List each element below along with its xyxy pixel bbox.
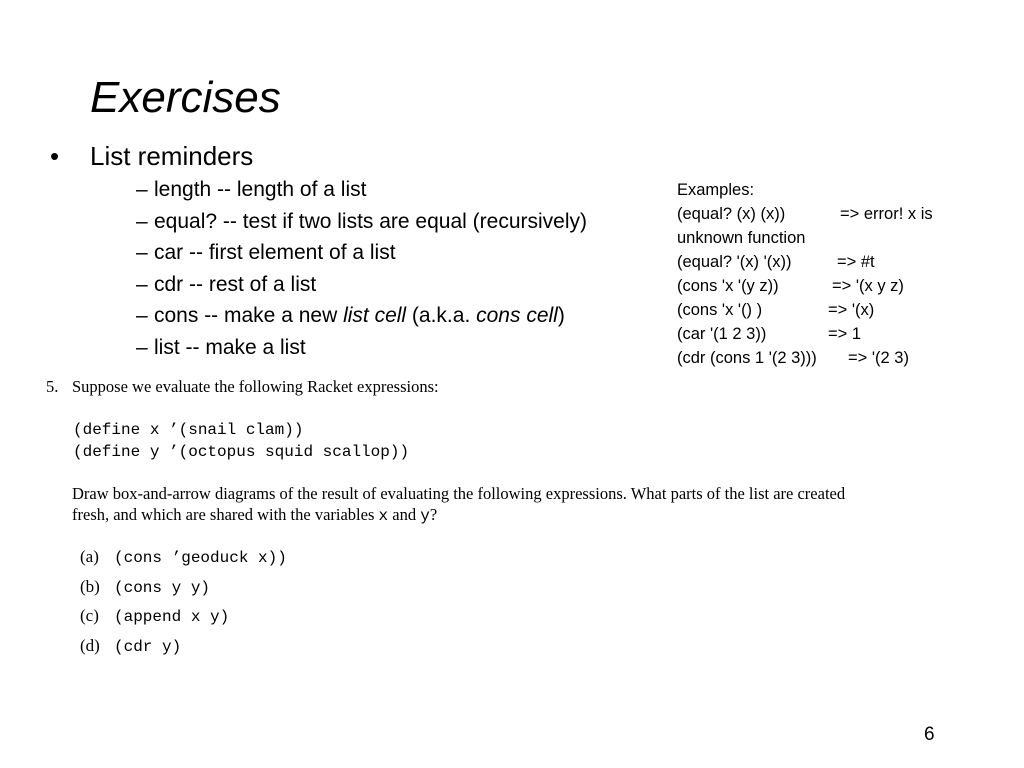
example-line (677, 202, 933, 226)
code-line: (define y ’(octopus squid scallop)) (73, 443, 410, 461)
slide-title: Exercises (90, 73, 281, 122)
part-label: (a) (80, 547, 99, 566)
reminder-term: list cell (343, 304, 407, 327)
part-code: (cdr y) (114, 637, 182, 656)
exercise-part (80, 573, 287, 603)
reminder-list (136, 174, 587, 363)
and-text: and (388, 505, 421, 524)
bullet-label: List reminders (90, 141, 254, 171)
part-label: (b) (80, 576, 100, 596)
reminder-text: ) (557, 304, 565, 327)
reminder-text: equal? -- test if two lists are equal (recursively) (154, 209, 587, 233)
example-result: => #t (837, 253, 875, 271)
example-line (677, 226, 817, 250)
exercise-part (80, 602, 287, 632)
example-result: => '(x y z) (832, 277, 904, 295)
part-label: (d) (80, 635, 100, 655)
reminder-text: car -- first element of a list (154, 241, 396, 264)
bullet-marker: • (50, 141, 60, 171)
bullet-list-reminders (50, 140, 253, 172)
reminder-text: cdr -- rest of a list (154, 272, 317, 296)
dash-marker: – (136, 241, 148, 264)
problem-number: 5. (46, 377, 59, 396)
part-code: (cons ’geoduck x)) (114, 549, 287, 567)
part-code: (append x y) (114, 608, 230, 626)
example-expr: (equal? (x) (x)) (677, 205, 786, 223)
example-line (677, 298, 875, 322)
var-x: x (378, 507, 389, 525)
example-result: => '(2 3) (848, 349, 909, 367)
exercise-part (80, 543, 287, 573)
reminder-text: list -- make a list (154, 335, 306, 359)
question-mark: ? (429, 505, 438, 524)
var-y: y (420, 507, 430, 525)
example-result: => error! x is (840, 205, 933, 223)
reminder-text: length -- length of a list (154, 178, 367, 201)
problem-instructions (72, 483, 872, 527)
dash-marker: – (136, 178, 148, 201)
reminder-item (136, 237, 587, 269)
examples-box (677, 178, 933, 370)
code-line: (define x ’(snail clam)) (73, 421, 304, 439)
code-block (73, 419, 409, 463)
example-expr: (car '(1 2 3)) (677, 325, 767, 343)
reminder-term: cons cell (476, 304, 558, 327)
dash-marker: – (136, 335, 148, 359)
reminder-text: (a.k.a. (406, 304, 477, 327)
dash-marker: – (136, 209, 148, 233)
example-line (677, 346, 909, 370)
example-result: => '(x) (828, 301, 875, 319)
reminder-item (136, 269, 587, 301)
example-expr: (cons 'x '(y z)) (677, 277, 779, 295)
problem-intro-text: Suppose we evaluate the following Racket expressions: (72, 377, 439, 396)
problem-intro (46, 376, 439, 397)
reminder-item (136, 174, 587, 206)
example-line (677, 250, 875, 274)
example-expr: unknown function (677, 229, 806, 247)
dash-marker: – (136, 304, 148, 327)
reminder-item (136, 332, 587, 364)
reminder-text: cons -- make a new (154, 304, 344, 327)
example-expr: (cons 'x '() ) (677, 301, 763, 319)
example-expr: (equal? '(x) '(x)) (677, 253, 792, 271)
page-number: 6 (924, 724, 935, 745)
example-line (677, 274, 904, 298)
reminder-item (136, 300, 587, 332)
part-label: (c) (80, 606, 99, 625)
instructions-text: Draw box-and-arrow diagrams of the result of evaluating the following expressions. What parts of the list are created fresh, and which are shared with the variables (72, 484, 846, 524)
reminder-item (136, 206, 587, 238)
example-result: => 1 (828, 325, 862, 343)
example-line (677, 322, 862, 346)
part-code: (cons y y) (114, 578, 211, 597)
examples-heading: Examples: (677, 181, 755, 199)
example-expr: (cdr (cons 1 '(2 3))) (677, 349, 817, 367)
dash-marker: – (136, 272, 148, 296)
exercise-part (80, 632, 287, 662)
exercise-parts (80, 543, 287, 661)
